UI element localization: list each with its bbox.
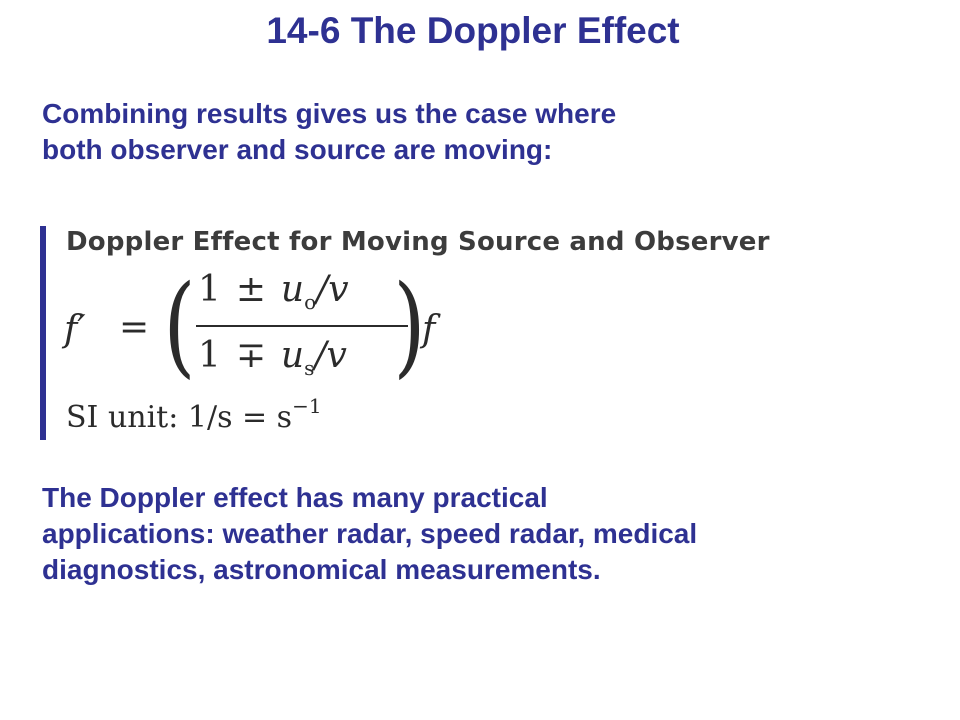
numerator-tail: /v <box>316 269 349 310</box>
denominator-one: 1 <box>198 335 221 376</box>
denominator-operator: ∓ <box>235 335 266 376</box>
closing-line-3: diagnostics, astronomical measurements. <box>42 554 601 585</box>
right-paren: ) <box>393 261 426 389</box>
numerator-variable: u <box>280 269 305 310</box>
formula-lhs: f′ <box>64 309 86 350</box>
denominator-subscript: s <box>304 356 315 380</box>
slide-title: 14-6 The Doppler Effect <box>266 10 680 51</box>
doppler-formula <box>64 261 484 389</box>
intro-line-2: both observer and source are moving: <box>42 134 553 165</box>
formula-equals: = <box>119 307 150 348</box>
numerator-subscript: o <box>304 290 317 314</box>
intro-paragraph <box>42 96 616 168</box>
numerator-operator: ± <box>235 269 266 310</box>
denominator-tail: /v <box>314 335 347 376</box>
accent-bar <box>40 226 46 440</box>
equation-heading: Doppler Effect for Moving Source and Observer <box>66 227 770 257</box>
closing-paragraph <box>42 480 697 588</box>
si-unit-line <box>66 394 322 440</box>
formula-rhs: f <box>422 309 436 350</box>
numerator-one: 1 <box>198 269 221 310</box>
intro-line-1: Combining results gives us the case where <box>42 98 617 129</box>
formula-denominator <box>198 336 347 380</box>
closing-line-1: The Doppler effect has many practical <box>42 482 548 513</box>
si-unit-text: SI unit: 1/s = s <box>66 400 293 435</box>
fraction-bar <box>196 325 408 327</box>
equation-box <box>36 222 942 444</box>
left-paren: ( <box>163 261 196 389</box>
denominator-variable: u <box>280 335 305 376</box>
si-unit-exponent: −1 <box>292 394 322 418</box>
closing-line-2: applications: weather radar, speed radar, medical <box>42 518 698 549</box>
formula-numerator <box>198 270 349 314</box>
